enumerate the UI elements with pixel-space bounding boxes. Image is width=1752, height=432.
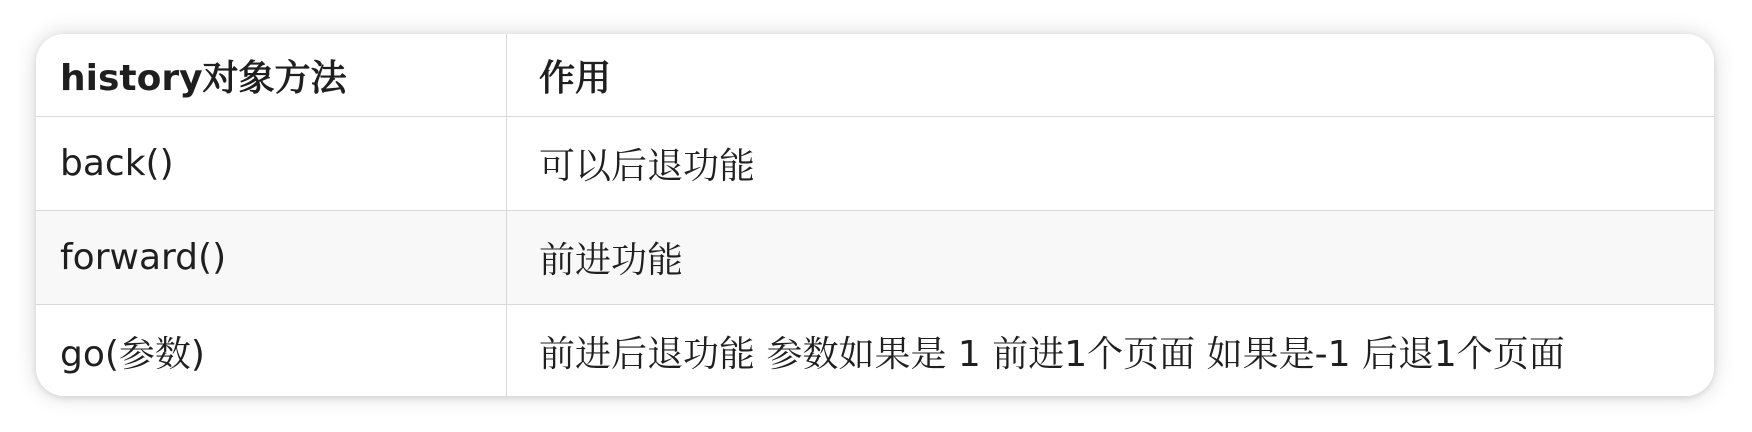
- purpose-cell: 可以后退功能: [507, 117, 1715, 211]
- table-header-row: [36, 34, 1714, 117]
- table-row: [36, 211, 1714, 305]
- method-cell: back(): [36, 117, 507, 211]
- table-row: [36, 305, 1714, 397]
- purpose-cell: 前进后退功能 参数如果是 1 前进1个页面 如果是-1 后退1个页面: [507, 305, 1715, 397]
- history-methods-table: [36, 34, 1714, 396]
- table-row: [36, 117, 1714, 211]
- method-cell: forward(): [36, 211, 507, 305]
- header-method: history对象方法: [36, 34, 507, 117]
- purpose-cell: 前进功能: [507, 211, 1715, 305]
- header-purpose: 作用: [507, 34, 1715, 117]
- history-methods-card: [36, 34, 1714, 396]
- method-cell: go(参数): [36, 305, 507, 397]
